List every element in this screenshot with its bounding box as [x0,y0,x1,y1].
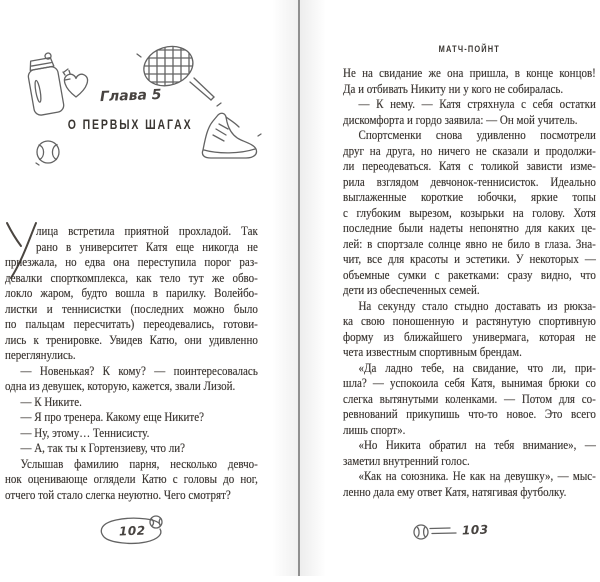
text-line: рано в университет Катя еще никогда не [35,239,258,254]
text-line: ленно дала ему ответ Катя, натягивая футболку. [343,484,567,499]
text-line: слегка вытянутыми коленками. — Потом для со- [343,391,596,406]
running-header: МАТЧ-ПОЙНТ [438,44,500,55]
text-line: Да и отбивать Никиту ни у кого не собиралась. [343,81,564,96]
text-line: переглянулись. [5,348,76,362]
text-line: лишь спорт». [343,422,406,437]
paragraph [343,438,596,469]
text-line: — К нему. — Катя стряхнула с себя остатки [358,97,596,111]
text-line: чета известным спортивным брендам. [343,345,522,359]
text-line: Спортсменки снова удивленно посмотрели [358,128,596,142]
paragraph [5,410,258,426]
text-line: девалки спорткомплекса, как тело тут же обво- [5,270,258,285]
paragraph [5,364,258,395]
tennis-ball-icon [34,138,62,166]
text-line: приезжала, но едва она переступила порог раз- [5,255,258,269]
paragraph [343,299,596,361]
text-line: дискомфорта и гордо заявила: — Он мой учитель. [343,112,578,127]
paragraph [343,469,596,500]
paragraph [5,457,258,504]
text-line: шла? — успокоила себя Катя, вынимая брюки со [343,376,596,390]
text-line: — А, так ты к Гортензиеву, что ли? [20,441,186,455]
right-page-footer [412,520,522,546]
text-line: друг на друга, но ничего не сказали и продолжи- [343,143,596,158]
text-line: нок оценивающе оглядели Катю с головы до ног, [5,472,258,486]
text-line: листки и теннисистки (последних можно было [5,301,258,316]
text-line: «Да ладно тебе, на свидание, что ли, при- [358,360,596,375]
paragraph [5,441,258,457]
text-line: чит, все для красоты и эстетики. У некоторых — [343,252,596,266]
page-number-right: 103 [461,522,489,538]
running-header-row [343,39,595,57]
right-page [300,0,600,582]
text-line: — Я про тренера. Какому еще Никите? [20,410,205,424]
text-line: объемные сумки с ракетками: сразу видно, что [343,267,596,282]
text-line: ли переодеваться. Катя с толикой зависти изме- [343,159,596,173]
text-line: одна из девушек, которую, кажется, звали Лизой. [5,379,236,393]
text-line: Не на свидание же она пришла, в конце концов! [343,66,596,80]
page-number-left: 102 [118,523,146,539]
text-line: форму из ближайшего универмага, которая не [343,329,596,344]
text-line: Услышав фамилию парня, несколько девчо- [20,456,258,471]
gutter-shade-left [272,0,298,576]
paragraph [343,361,596,439]
text-line: лей: в спортзале солнце явно не било в глаза. Зна- [343,236,596,251]
text-line: «Но Никита обратил на тебя внимание», — [358,438,596,452]
chapter-number-label: Глава 5 [99,86,162,106]
text-line: дети из обеспеченных семей. [343,283,480,297]
text-line: лись к тренировке. Увидев Катю, они удивленно [5,332,258,347]
text-line: выглаженные короткие юбочки, яркие топы [343,190,596,204]
text-line: по пальцам пересчитать) переодевались, готови- [5,317,258,331]
sneaker-icon [198,108,262,164]
chapter-title: О ПЕРВЫХ ШАГАХ [67,116,193,132]
paragraph [343,66,596,97]
text-line: последние были надеты непонятно для каких це- [343,221,596,235]
text-line: На секунду стало стыдно доставать из рюкза- [358,298,596,313]
text-line: с глубоким вырезом, козырьки на голову. Хотя [343,205,596,220]
paragraph [343,128,596,299]
text-line: — Новенькая? К кому? — поинтересовалась [20,363,258,378]
text-line: — Ну, этому… Теннисисту. [20,425,150,440]
paragraph [343,97,596,128]
tennis-ball-speedlines-icon [412,520,458,544]
paragraph [5,426,258,442]
text-line: «Как на союзника. Не как на девушку», — мыс- [358,469,596,483]
right-page-text [343,66,596,500]
text-line: лица встретила приятной прохладой. Так [35,224,258,238]
text-line: отчего той стало слегка неуютно. Чего смотрят? [5,487,231,502]
text-line: рила взглядом девчонок-теннисисток. Идеально [343,174,596,189]
left-page-text [5,224,258,503]
text-line: локло жаром, будто вошла в парилку. Волейбо- [5,286,258,300]
text-line: ревнований прикупишь что-то новое. Это всего [343,407,596,421]
text-line: заметил внутренний голос. [343,453,470,468]
paragraph [5,224,258,364]
heart-icon [60,70,92,100]
left-page-footer [96,514,168,552]
text-line: — К Никите. [20,394,82,409]
text-line: ка свою поношенную и растянутую спортивную [343,314,596,328]
paragraph [5,395,258,411]
tennis-racket-icon [135,42,223,114]
